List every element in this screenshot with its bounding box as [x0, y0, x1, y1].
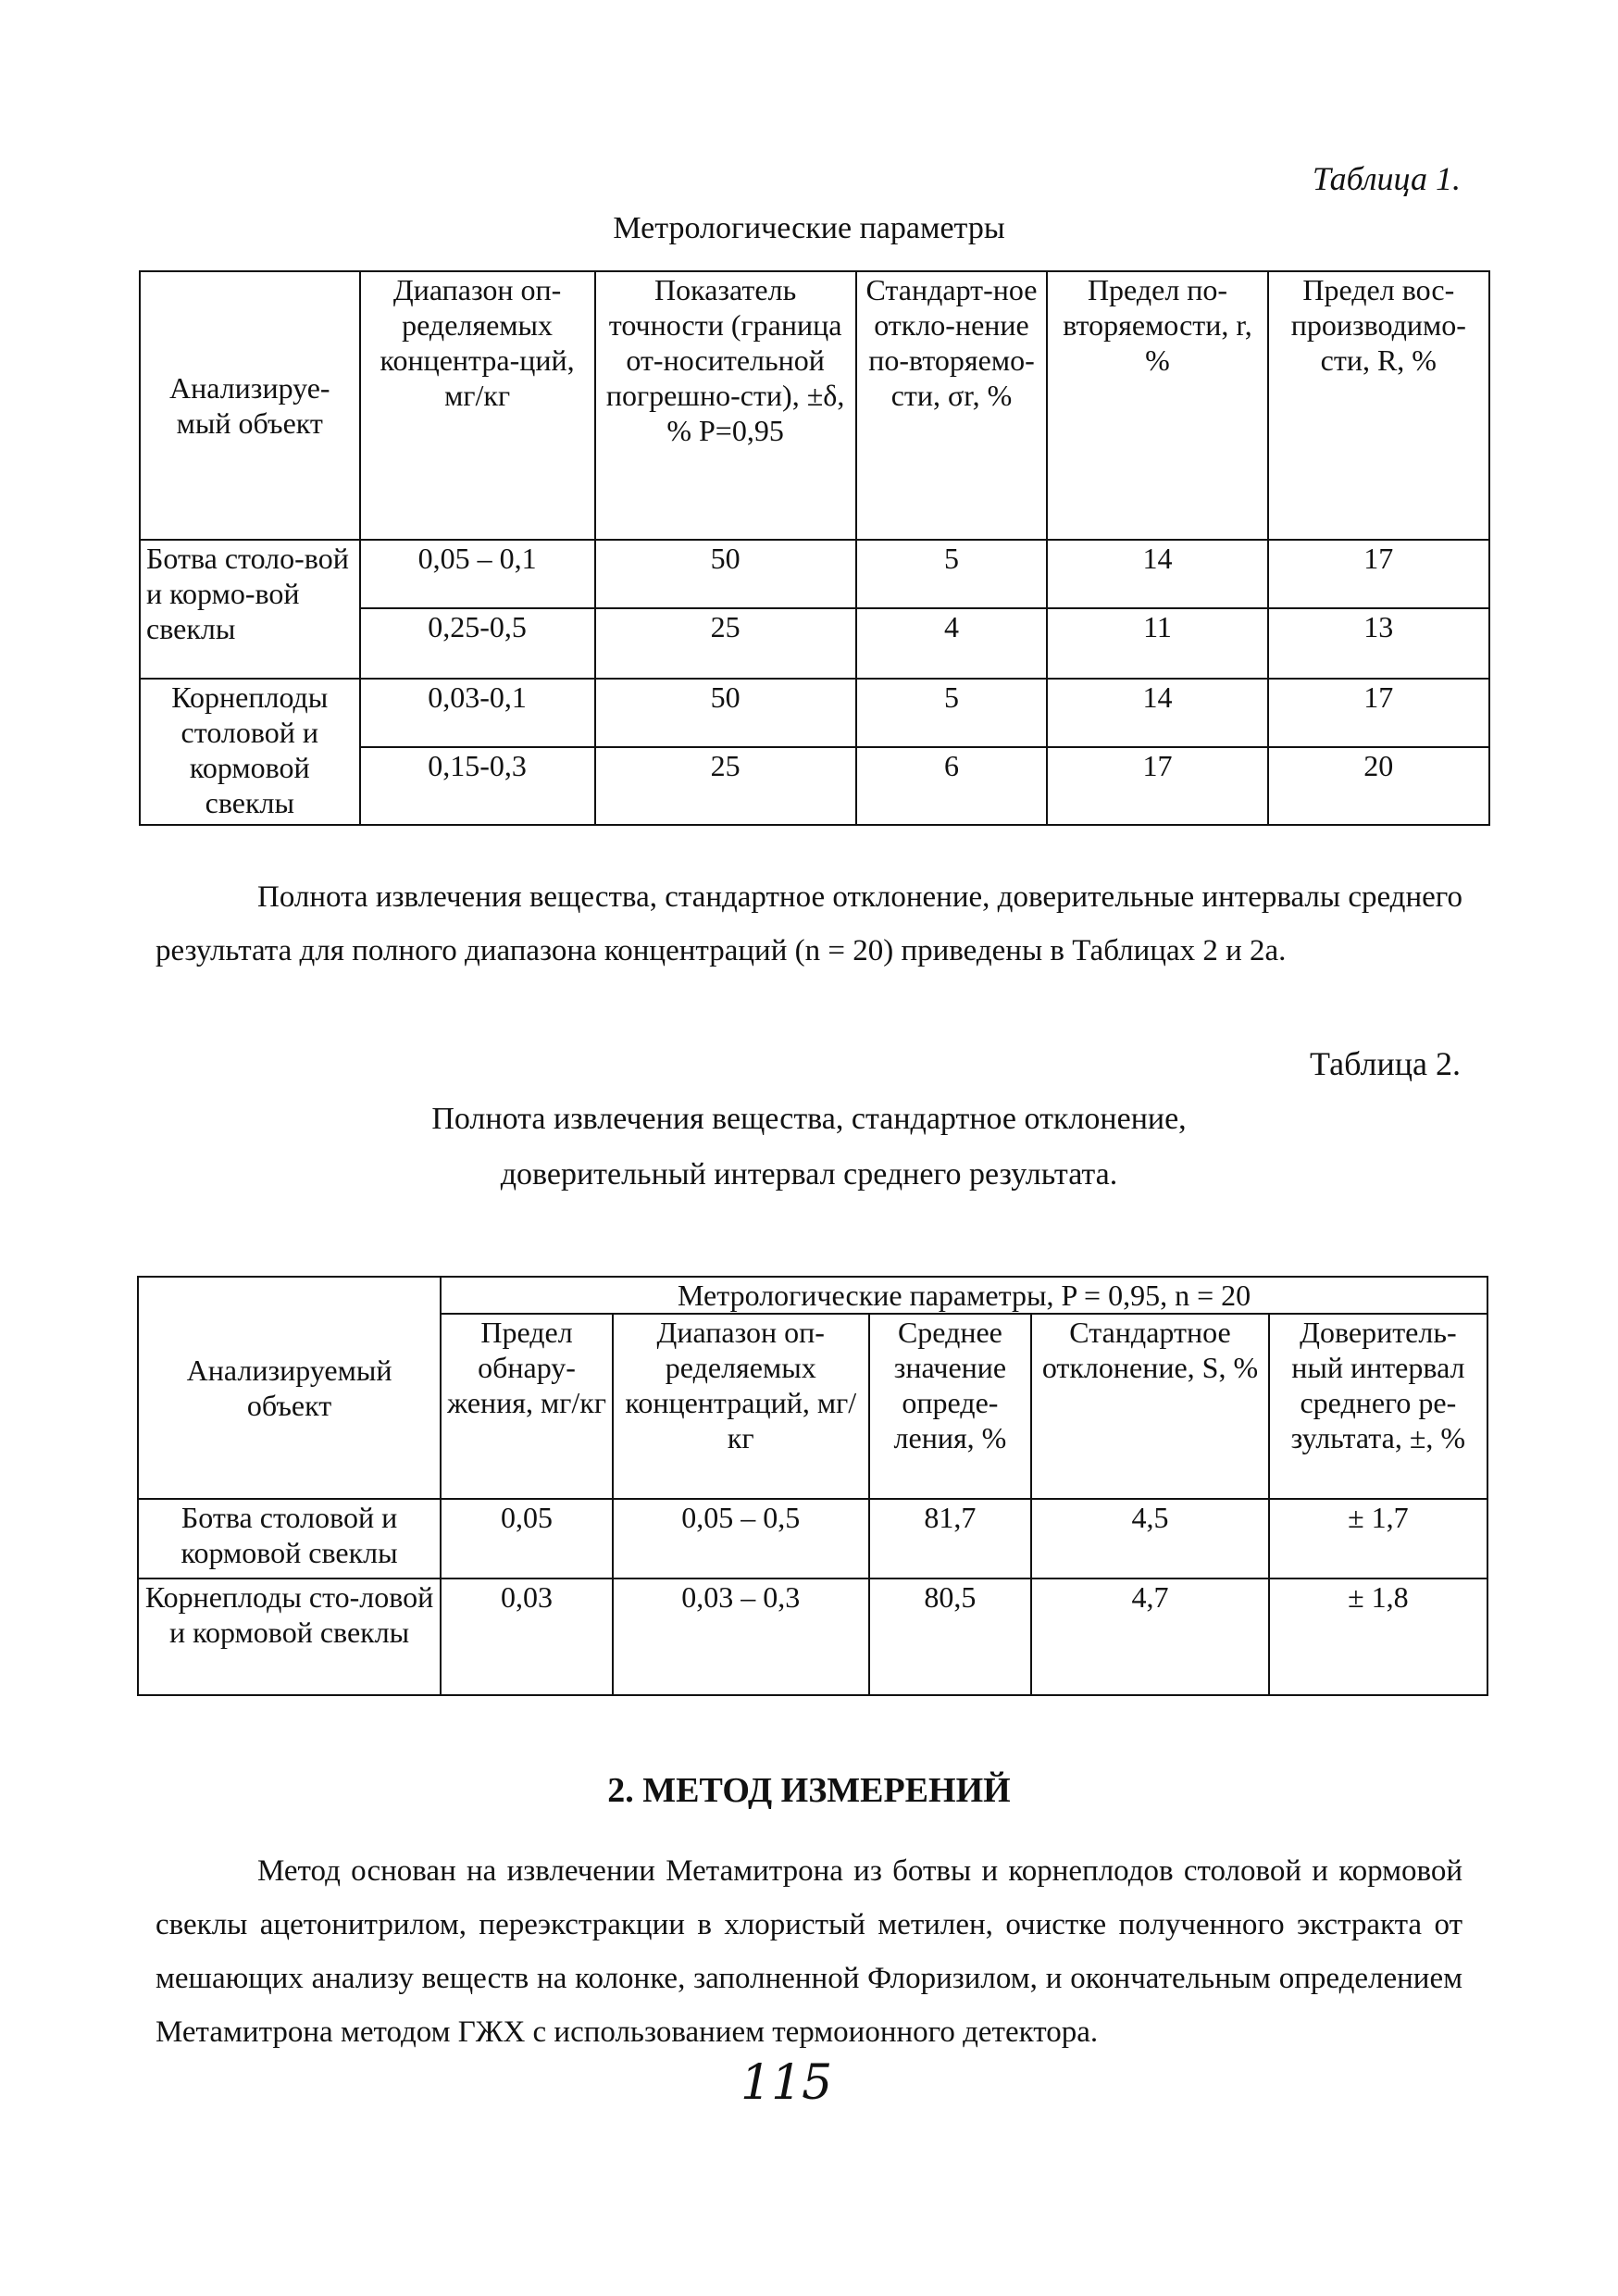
table2-object-cell: Ботва столовой и кормовой свеклы	[138, 1499, 441, 1578]
table2-cell: ± 1,8	[1269, 1578, 1487, 1695]
table2-cell: 81,7	[869, 1499, 1032, 1578]
table1-cell: 17	[1268, 540, 1489, 608]
table2-header-range: Диапазон оп-ределяемых концентраций, мг/кг	[613, 1314, 869, 1499]
table2-header-confidence: Доверитель-ный интервал среднего ре-зультата, ±, %	[1269, 1314, 1487, 1499]
table2-header-object: Анализируемый объект	[138, 1277, 441, 1499]
recovery-table	[137, 1276, 1488, 1696]
table2-cell: 0,05 – 0,5	[613, 1499, 869, 1578]
table1-cell: 17	[1268, 679, 1489, 747]
table2-cell: 0,05	[441, 1499, 613, 1578]
table2-title-line2: доверительный интервал среднего результата.	[500, 1157, 1118, 1192]
table-row	[138, 1499, 1487, 1578]
table1-object-cell: Ботва столо-вой и кормо-вой свеклы	[140, 540, 360, 679]
table1-cell: 25	[595, 747, 856, 825]
table1-header-range: Диапазон оп-ределяемых концентра-ций, мг/кг	[360, 271, 595, 540]
table-row	[138, 1578, 1487, 1695]
table1-cell: 25	[595, 608, 856, 679]
table1-header-accuracy: Показатель точности (граница от-носительной погрешно-сти), ±δ, % P=0,95	[595, 271, 856, 540]
table1-cell: 0,05 – 0,1	[360, 540, 595, 608]
table-row	[140, 679, 1489, 747]
table1-cell: 50	[595, 679, 856, 747]
table1-cell: 5	[856, 540, 1048, 608]
table2-header-mean: Среднее значение опреде-ления, %	[869, 1314, 1032, 1499]
table1-cell: 0,15-0,3	[360, 747, 595, 825]
table-row	[140, 540, 1489, 608]
table2-cell: 4,7	[1031, 1578, 1268, 1695]
table1-cell: 14	[1047, 679, 1267, 747]
table1-cell: 14	[1047, 540, 1267, 608]
table2-cell: ± 1,7	[1269, 1499, 1487, 1578]
table1-cell: 20	[1268, 747, 1489, 825]
table1-cell: 5	[856, 679, 1048, 747]
table2-cell: 0,03 – 0,3	[613, 1578, 869, 1695]
table2-cell: 0,03	[441, 1578, 613, 1695]
table1-label: Таблица 1.	[1312, 160, 1461, 197]
table2-object-cell: Корнеплоды сто-ловой и кормовой свеклы	[138, 1578, 441, 1695]
table1-cell: 11	[1047, 608, 1267, 679]
table2-header-detection-limit: Предел обнару-жения, мг/кг	[441, 1314, 613, 1499]
table1-cell: 6	[856, 747, 1048, 825]
table1-cell: 0,25-0,5	[360, 608, 595, 679]
paragraph-recovery-intro: Полнота извлечения вещества, стандартное отклонение, доверительные интервалы среднего результата для полного диапазона концентраций (n = 20) приведены в Таблицах 2 и 2а.	[156, 880, 1462, 967]
table2-header-std: Стандартное отклонение, S, %	[1031, 1314, 1268, 1499]
table1-cell: 50	[595, 540, 856, 608]
paragraph-method-description: Метод основан на извлечении Метамитрона из ботвы и корнеплодов столовой и кормовой свеклы ацетонитрилом, переэкстракции в хлористый метилен, очистке полученного экстракта от мешающих анализу веществ на колонке, заполненной Флоризилом, и окончательным определением Метамитрона методом ГЖХ с использованием термоионного детектора.	[156, 1854, 1462, 2049]
table2-label: Таблица 2.	[1310, 1045, 1461, 1082]
section-heading-method: 2. МЕТОД ИЗМЕРЕНИЙ	[607, 1771, 1011, 1810]
table1-cell: 13	[1268, 608, 1489, 679]
table1-header-reproducibility-limit: Предел вос-производимо-сти, R, %	[1268, 271, 1489, 540]
table1-cell: 17	[1047, 747, 1267, 825]
table1-header-std-repeatability: Стандарт-ное откло-нение по-вторяемо-сти, σr, %	[856, 271, 1048, 540]
table2-title-line1: Полнота извлечения вещества, стандартное отклонение,	[431, 1102, 1187, 1136]
metrological-parameters-table	[139, 270, 1490, 826]
table2-group-header-row	[138, 1277, 1487, 1314]
table2-cell: 4,5	[1031, 1499, 1268, 1578]
table1-object-cell: Корнеплоды столовой и кормовой свеклы	[140, 679, 360, 825]
table2-cell: 80,5	[869, 1578, 1032, 1695]
table1-title: Метрологические параметры	[613, 211, 1005, 245]
table1-header-repeatability-limit: Предел по-вторяемости, r, %	[1047, 271, 1267, 540]
table1-header-row	[140, 271, 1489, 540]
table1-header-object: Анализируе-мый объект	[140, 271, 360, 540]
handwritten-page-number: 115	[741, 2055, 833, 2111]
table1-cell: 0,03-0,1	[360, 679, 595, 747]
table1-cell: 4	[856, 608, 1048, 679]
table2-group-header: Метрологические параметры, P = 0,95, n = 20	[441, 1277, 1487, 1314]
